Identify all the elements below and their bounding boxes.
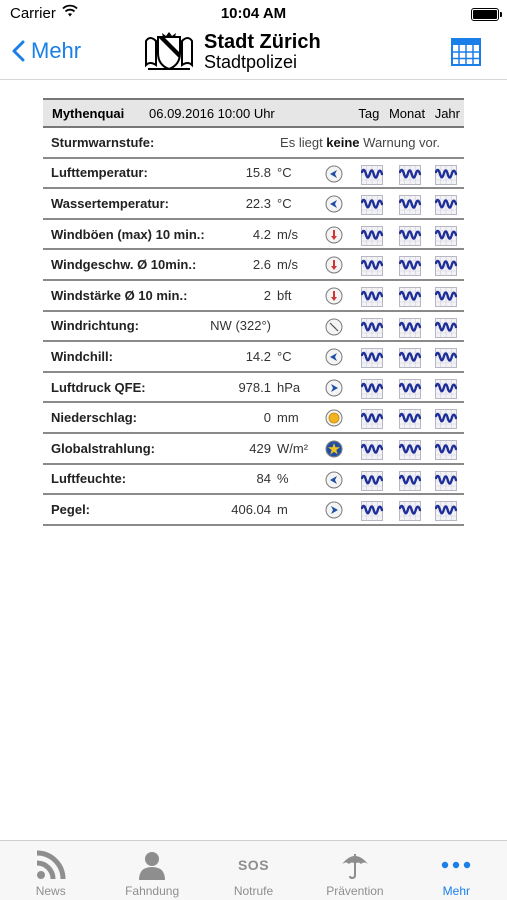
chart-month-icon[interactable]: [399, 348, 421, 368]
person-icon: [137, 850, 167, 880]
chart-year-icon[interactable]: [435, 165, 457, 185]
chart-day-icon[interactable]: [361, 287, 383, 307]
tab-news[interactable]: [0, 841, 101, 900]
measurement-value: 429: [249, 440, 271, 456]
tab-mehr-label: Mehr: [442, 884, 470, 898]
chart-year-icon[interactable]: [435, 318, 457, 338]
measurement-label: Lufttemperatur:: [51, 165, 148, 181]
chart-year-icon[interactable]: [435, 501, 457, 521]
battery-icon: [471, 8, 499, 21]
measurement-rows: [43, 159, 464, 526]
measurement-row: [43, 403, 464, 434]
tab-notrufe-label: Notrufe: [233, 884, 274, 898]
measurement-label: Windstärke Ø 10 min.:: [51, 287, 188, 303]
chart-day-icon[interactable]: [361, 348, 383, 368]
calendar-button[interactable]: [451, 38, 481, 71]
measurement-value: 0: [263, 410, 271, 426]
chart-year-icon[interactable]: [435, 409, 457, 429]
measurement-value: 4.2: [252, 226, 271, 242]
tab-news-label: News: [35, 884, 66, 898]
chart-year-icon[interactable]: [435, 471, 457, 491]
trend-wind-down-icon: [325, 226, 343, 244]
period-day-label: Tag: [358, 105, 380, 121]
back-label: Mehr: [31, 38, 82, 63]
chart-month-icon[interactable]: [399, 287, 421, 307]
tab-mehr[interactable]: [406, 841, 507, 900]
trend-star-icon: [325, 440, 343, 458]
measurement-row: [43, 281, 464, 312]
trend-wind-down-icon: [325, 287, 343, 305]
trend-arrow-right-icon: [325, 379, 343, 397]
tab-praevention-label: Prävention: [326, 884, 384, 898]
measurement-label: Niederschlag:: [51, 410, 137, 426]
measurement-row: [43, 159, 464, 190]
chart-month-icon[interactable]: [399, 195, 421, 215]
chart-year-icon[interactable]: [435, 256, 457, 276]
chart-day-icon[interactable]: [361, 471, 383, 491]
storm-warning-row: [43, 128, 464, 159]
measurement-unit: hPa: [277, 379, 301, 395]
tab-notrufe[interactable]: [203, 841, 304, 900]
table-header: [43, 98, 464, 128]
trend-arrow-left-icon: [325, 471, 343, 489]
tab-fahndung[interactable]: [101, 841, 202, 900]
measurement-unit: m/s: [277, 257, 298, 273]
tab-bar: [0, 840, 507, 900]
chart-day-icon[interactable]: [361, 409, 383, 429]
measurement-value: 84: [256, 471, 271, 487]
measurement-value: 14.2: [245, 348, 271, 364]
chart-day-icon[interactable]: [361, 165, 383, 185]
measurement-unit: °C: [277, 195, 292, 211]
chart-day-icon[interactable]: [361, 318, 383, 338]
period-month-label: Monat: [388, 105, 426, 121]
measurement-label: Globalstrahlung:: [51, 440, 155, 456]
weather-table: [43, 98, 464, 526]
trend-compass-icon: [325, 318, 343, 336]
measurement-label: Windchill:: [51, 348, 113, 364]
status-bar: [0, 0, 507, 28]
measurement-value: 2: [263, 287, 271, 303]
chart-day-icon[interactable]: [361, 226, 383, 246]
station-name: Mythenquai: [52, 105, 125, 121]
period-year-label: Jahr: [434, 105, 460, 121]
chart-year-icon[interactable]: [435, 440, 457, 460]
measurement-row: [43, 495, 464, 526]
measurement-value: NW (322°): [210, 318, 271, 334]
storm-warning-text-suffix: Warnung vor.: [359, 134, 440, 150]
clock: 10:04 AM: [220, 5, 287, 22]
tab-fahndung-label: Fahndung: [125, 884, 180, 898]
nav-bar: [0, 28, 507, 80]
brand-title: Stadt Zürich: [204, 31, 321, 53]
measurement-label: Wassertemperatur:: [51, 195, 170, 211]
measurement-value: 22.3: [245, 195, 271, 211]
storm-warning-text-keyword: keine: [326, 134, 360, 150]
more-dots-icon: [441, 860, 471, 870]
measurement-row: [43, 342, 464, 373]
measurement-row: [43, 220, 464, 251]
measurement-value: 406.04: [231, 501, 271, 517]
chart-day-icon[interactable]: [361, 256, 383, 276]
measurement-unit: m/s: [277, 226, 298, 242]
measurement-unit: bft: [277, 287, 292, 303]
storm-warning-label: Sturmwarnstufe:: [51, 134, 155, 150]
measurement-row: [43, 373, 464, 404]
measurement-label: Windböen (max) 10 min.:: [51, 226, 205, 242]
chart-month-icon[interactable]: [399, 256, 421, 276]
back-button[interactable]: [12, 38, 81, 64]
measurement-value: 2.6: [252, 257, 271, 273]
chart-day-icon[interactable]: [361, 501, 383, 521]
chart-month-icon[interactable]: [399, 165, 421, 185]
measurement-label: Luftdruck QFE:: [51, 379, 146, 395]
chart-month-icon[interactable]: [399, 226, 421, 246]
chart-day-icon[interactable]: [361, 379, 383, 399]
measurement-row: [43, 434, 464, 465]
trend-arrow-left-icon: [325, 348, 343, 366]
measurement-unit: W/m²: [277, 440, 309, 456]
umbrella-icon: [340, 850, 370, 880]
measurement-label: Windgeschw. Ø 10min.:: [51, 257, 197, 273]
measurement-unit: °C: [277, 348, 292, 364]
measurement-row: [43, 189, 464, 220]
brand-logo: [142, 31, 321, 73]
measurement-label: Luftfeuchte:: [51, 471, 127, 487]
calendar-grid-icon: [451, 38, 481, 66]
carrier-label: Carrier: [10, 5, 56, 22]
measurement-unit: °C: [277, 165, 292, 181]
measurement-value: 978.1: [238, 379, 271, 395]
rss-icon: [36, 850, 66, 880]
trend-arrow-left-icon: [325, 165, 343, 183]
measurement-label: Windrichtung:: [51, 318, 139, 334]
storm-warning-text-prefix: Es liegt: [280, 134, 327, 150]
storm-warning-text: [280, 135, 440, 150]
chart-year-icon[interactable]: [435, 348, 457, 368]
zurich-crest-icon: [142, 31, 196, 73]
measurement-datetime: 06.09.2016 10:00 Uhr: [149, 105, 275, 121]
chart-month-icon[interactable]: [399, 409, 421, 429]
trend-arrow-left-icon: [325, 195, 343, 213]
chart-month-icon[interactable]: [399, 379, 421, 399]
chart-month-icon[interactable]: [399, 440, 421, 460]
tab-praevention[interactable]: [304, 841, 405, 900]
chart-year-icon[interactable]: [435, 287, 457, 307]
measurement-row: [43, 250, 464, 281]
period-labels: [352, 106, 464, 121]
chart-month-icon[interactable]: [399, 471, 421, 491]
chart-day-icon[interactable]: [361, 440, 383, 460]
trend-sun-dot-icon: [325, 409, 343, 427]
chart-month-icon[interactable]: [399, 318, 421, 338]
measurement-row: [43, 465, 464, 496]
trend-wind-down-icon: [325, 256, 343, 274]
sos-icon: SOS: [237, 857, 270, 873]
chart-year-icon[interactable]: [435, 195, 457, 215]
measurement-unit: mm: [277, 410, 299, 426]
measurement-value: 15.8: [245, 165, 271, 181]
chart-month-icon[interactable]: [399, 501, 421, 521]
measurement-row: [43, 312, 464, 343]
chart-day-icon[interactable]: [361, 195, 383, 215]
measurement-label: Pegel:: [51, 501, 91, 517]
measurement-unit: %: [277, 471, 289, 487]
measurement-unit: m: [277, 501, 288, 517]
brand-subtitle: Stadtpolizei: [204, 52, 298, 72]
chevron-left-icon: [12, 40, 25, 62]
chart-year-icon[interactable]: [435, 226, 457, 246]
chart-year-icon[interactable]: [435, 379, 457, 399]
trend-arrow-right-icon: [325, 501, 343, 519]
